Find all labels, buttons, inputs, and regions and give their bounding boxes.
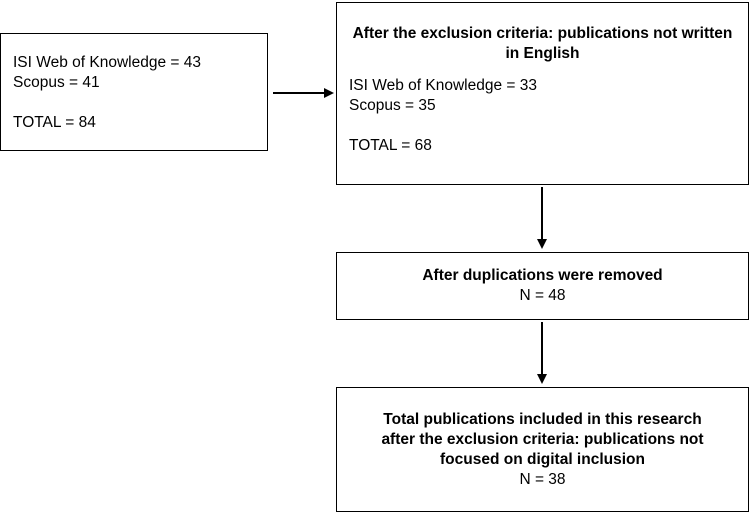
final-title-line: Total publications included in this research <box>383 411 702 428</box>
duplicates-removed-box <box>336 252 749 320</box>
total-count-text: TOTAL = 68 <box>349 137 432 154</box>
final-title-line: after the exclusion criteria: publications not <box>381 431 704 448</box>
language-exclusion-box <box>336 2 749 185</box>
final-inclusion-box <box>336 387 749 512</box>
language-exclusion-title: After the exclusion criteria: publications not written in English <box>352 25 733 62</box>
spacer <box>13 93 267 113</box>
duplicates-count-text: N = 48 <box>519 287 566 304</box>
scopus-count-text: Scopus = 41 <box>13 74 100 91</box>
initial-search-box <box>0 33 268 151</box>
spacer <box>349 116 736 136</box>
final-title-line: focused on digital inclusion <box>440 451 645 468</box>
isi-count-text: ISI Web of Knowledge = 33 <box>349 77 537 94</box>
isi-count-text: ISI Web of Knowledge = 43 <box>13 54 201 71</box>
total-count-text: TOTAL = 84 <box>13 114 96 131</box>
scopus-count-text: Scopus = 35 <box>349 97 436 114</box>
final-count-text: N = 38 <box>519 471 566 488</box>
duplicates-removed-title: After duplications were removed <box>422 267 663 284</box>
